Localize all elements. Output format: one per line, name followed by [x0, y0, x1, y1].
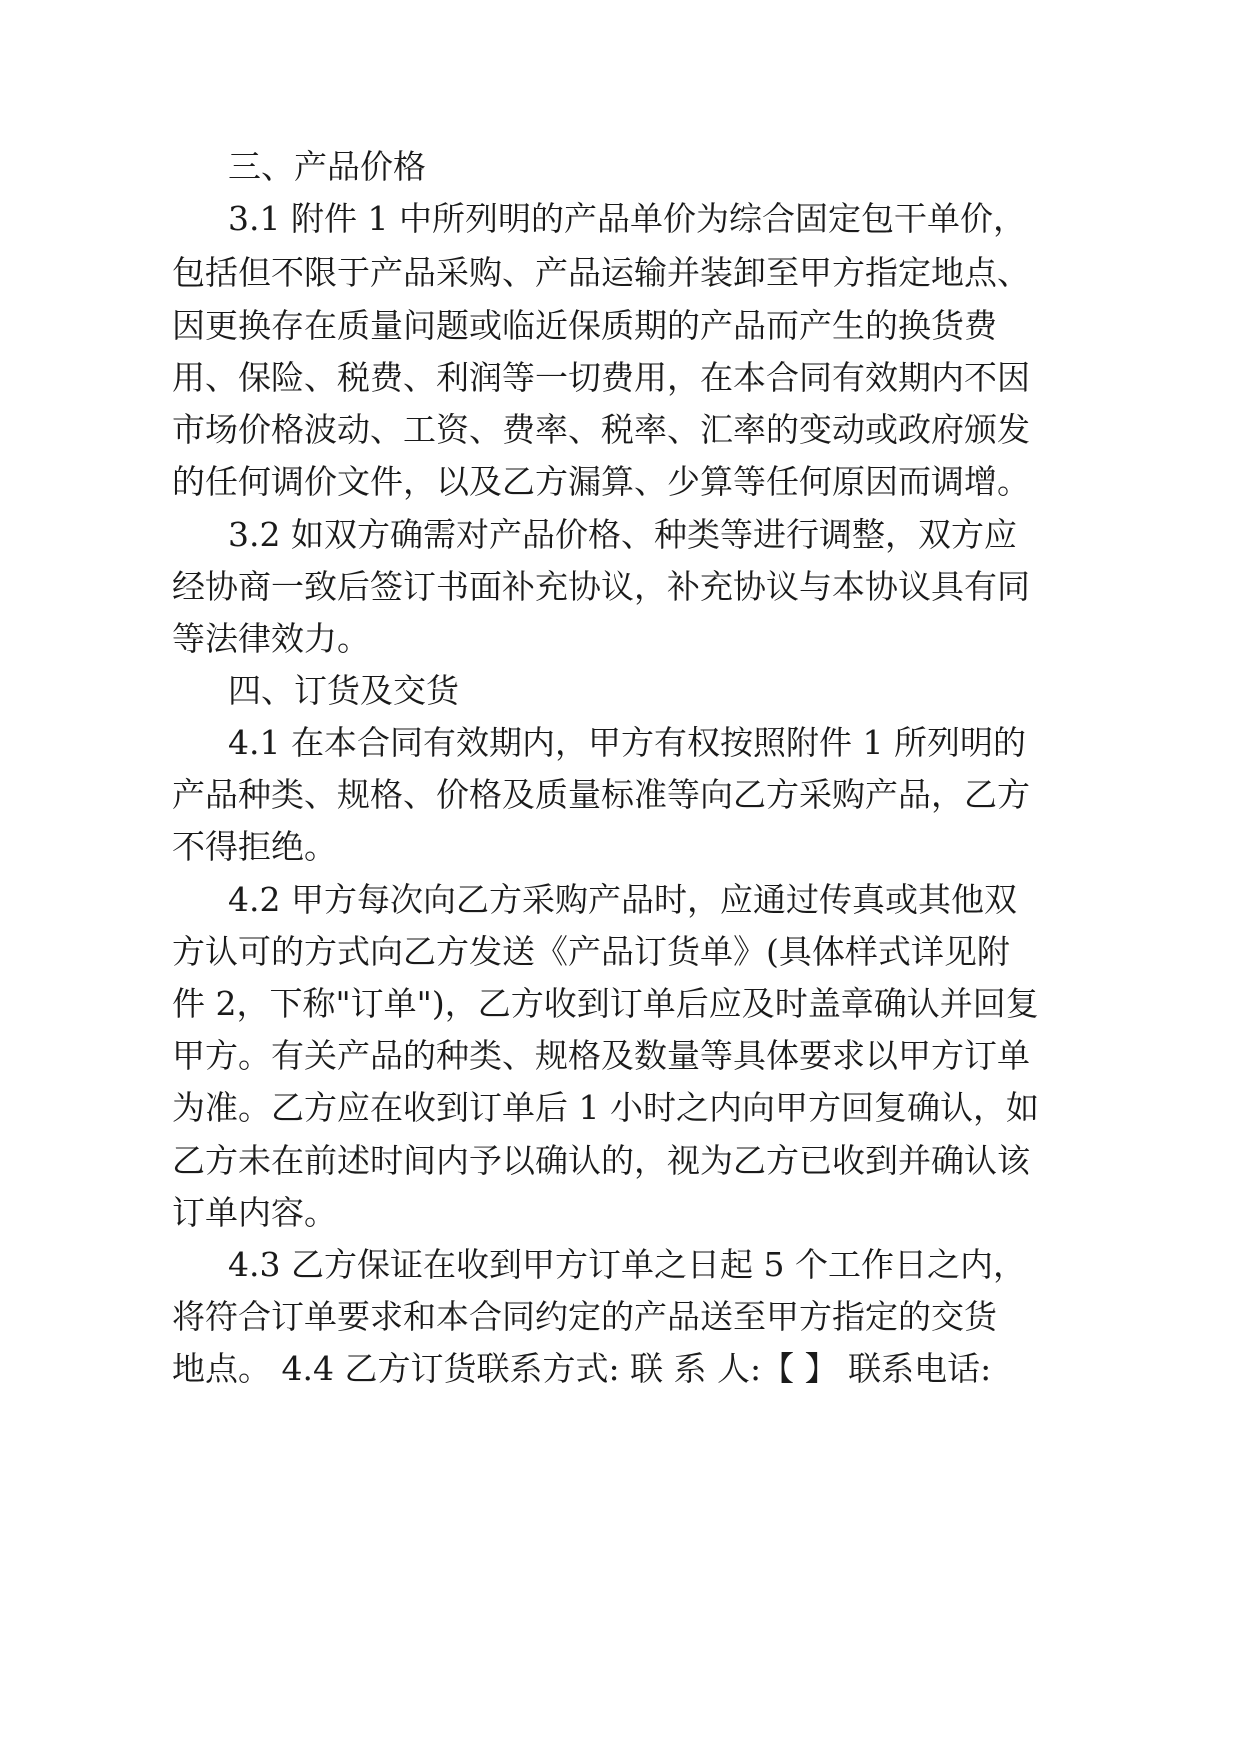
paragraph-line [0, 1027, 1241, 1085]
paragraph-line [0, 1132, 1241, 1190]
paragraph-line [0, 871, 1241, 929]
text-line: 订单内容。 [172, 1193, 337, 1232]
text-line: 甲方。有关产品的种类、规格及数量等具体要求以甲方订单 [172, 1036, 1030, 1075]
text-line: 三、产品价格 [228, 147, 426, 186]
text-line: 等法律效力。 [172, 619, 370, 658]
text-line: 的任何调价文件，以及乙方漏算、少算等任何原因而调增。 [172, 462, 1030, 501]
text-line: 件 2，下称"订单")，乙方收到订单后应及时盖章确认并回复 [172, 984, 1039, 1023]
paragraph-line [0, 1079, 1241, 1137]
section-heading-ordering-delivery [0, 662, 1241, 720]
paragraph-line [0, 818, 1241, 876]
text-line: 4.2 甲方每次向乙方采购产品时，应通过传真或其他双 [228, 880, 1017, 919]
paragraph-line [0, 506, 1241, 564]
text-line: 为准。乙方应在收到订单后 1 小时之内向甲方回复确认，如 [172, 1088, 1039, 1127]
text-line: 产品种类、规格、价格及质量标准等向乙方采购产品，乙方 [172, 775, 1030, 814]
text-line: 不得拒绝。 [172, 827, 337, 866]
paragraph-line [0, 923, 1241, 981]
paragraph-line [0, 349, 1241, 407]
paragraph-line [0, 453, 1241, 511]
text-line: 市场价格波动、工资、费率、税率、汇率的变动或政府颁发 [172, 410, 1030, 449]
text-line: 将符合订单要求和本合同约定的产品送至甲方指定的交货 [172, 1297, 997, 1336]
paragraph-line [0, 297, 1241, 355]
text-line: 包括但不限于产品采购、产品运输并装卸至甲方指定地点、 [172, 253, 1030, 292]
paragraph-line [0, 190, 1241, 248]
paragraph-line [0, 401, 1241, 459]
text-line: 经协商一致后签订书面补充协议，补充协议与本协议具有同 [172, 567, 1030, 606]
section-heading-product-price [0, 138, 1241, 196]
paragraph-line [0, 558, 1241, 616]
text-line: 3.1 附件 1 中所列明的产品单价为综合固定包干单价， [228, 199, 1026, 238]
paragraph-line [0, 714, 1241, 772]
paragraph-line [0, 610, 1241, 668]
text-line: 方认可的方式向乙方发送《产品订货单》(具体样式详见附 [172, 932, 1010, 971]
paragraph-line [0, 1288, 1241, 1346]
text-line: 用、保险、税费、利润等一切费用，在本合同有效期内不因 [172, 358, 1030, 397]
paragraph-line [0, 975, 1241, 1033]
paragraph-line [0, 1340, 1241, 1398]
text-line: 四、订货及交货 [228, 671, 459, 710]
text-line: 因更换存在质量问题或临近保质期的产品而产生的换货费 [172, 306, 997, 345]
text-line: 4.1 在本合同有效期内，甲方有权按照附件 1 所列明的 [228, 723, 1026, 762]
paragraph-line [0, 1184, 1241, 1242]
text-line: 地点。 4.4 乙方订货联系方式: 联 系 人:【 】 联系电话: [172, 1349, 992, 1388]
text-line: 4.3 乙方保证在收到甲方订单之日起 5 个工作日之内， [228, 1245, 1026, 1284]
paragraph-line [0, 1236, 1241, 1294]
paragraph-line [0, 766, 1241, 824]
text-line: 乙方未在前述时间内予以确认的，视为乙方已收到并确认该 [172, 1141, 1030, 1180]
paragraph-line [0, 244, 1241, 302]
text-line: 3.2 如双方确需对产品价格、种类等进行调整，双方应 [228, 515, 1017, 554]
